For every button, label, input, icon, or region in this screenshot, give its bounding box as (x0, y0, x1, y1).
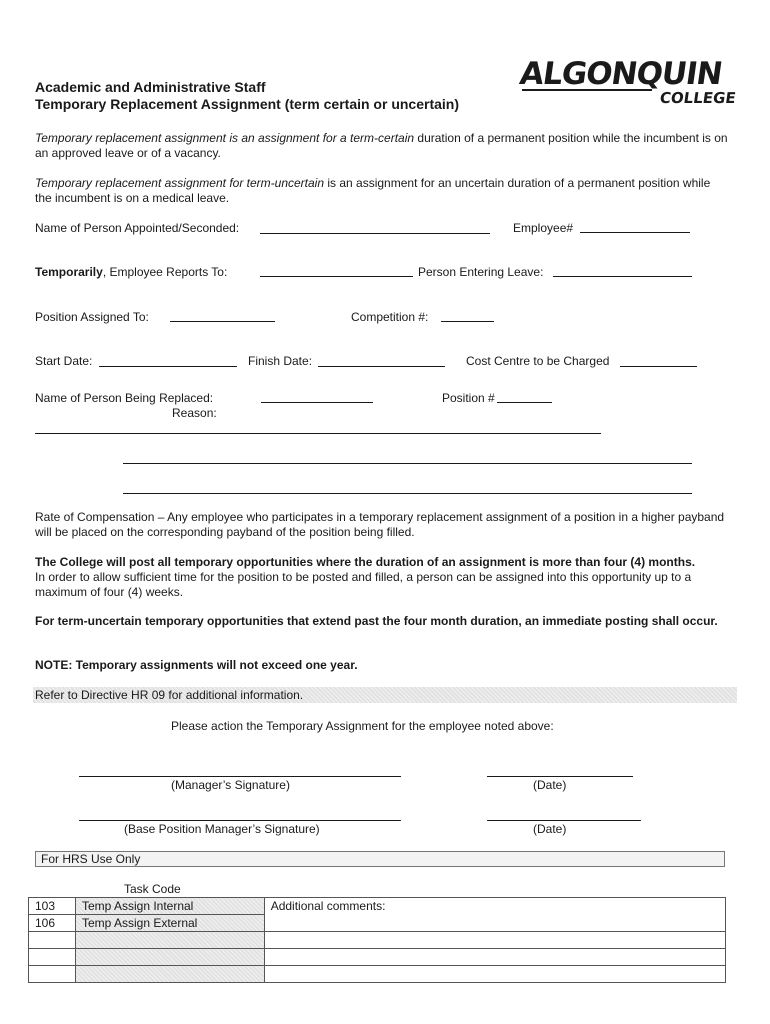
task-row (29, 898, 726, 915)
posting-paragraph (35, 555, 735, 600)
task-code-cell (29, 966, 76, 983)
name-appointed-label: Name of Person Appointed/Seconded: (35, 221, 240, 235)
task-desc-cell[interactable]: Temp Assign Internal (75, 898, 264, 915)
employee-number-line[interactable] (580, 232, 690, 233)
name-appointed-line[interactable] (260, 233, 490, 234)
additional-comments-label: Additional comments: (270, 899, 386, 913)
task-desc-cell[interactable] (75, 932, 264, 949)
position-assigned-line[interactable] (170, 321, 275, 322)
posting-bold: The College will post all temporary opportunities where the duration of an assignment is more than four (4) months. (35, 555, 696, 569)
intro-term-uncertain (35, 176, 725, 206)
comments-cell[interactable] (264, 949, 725, 966)
task-desc-cell[interactable] (75, 966, 264, 983)
hrs-use-only-banner (35, 851, 725, 867)
intro-term-uncertain-rest: is an assignment for an uncertain duration of a permanent position while the incumbent is on a medical leave. (35, 176, 711, 205)
base-manager-signature-line[interactable] (79, 820, 401, 821)
please-action-text: Please action the Temporary Assignment for the employee noted above: (171, 719, 554, 733)
note-paragraph: NOTE: Temporary assignments will not exceed one year. (35, 658, 358, 672)
reports-to-bold: Temporarily (35, 265, 103, 279)
date-label-2: (Date) (533, 822, 567, 836)
task-code-cell (29, 949, 76, 966)
date-line-2[interactable] (487, 820, 641, 821)
comments-cell[interactable] (264, 932, 725, 949)
employee-number-label: Employee# (513, 221, 574, 235)
additional-comments-cell[interactable] (264, 898, 725, 932)
cost-centre-line[interactable] (620, 366, 697, 367)
task-row (29, 966, 726, 983)
reason-line-1[interactable] (35, 433, 601, 434)
reports-to-label (35, 265, 227, 280)
finish-date-label: Finish Date: (248, 354, 313, 368)
competition-line[interactable] (441, 321, 494, 322)
logo-sub-text: COLLEGE (658, 89, 737, 107)
finish-date-line[interactable] (318, 366, 445, 367)
competition-label: Competition #: (351, 310, 429, 324)
name-replaced-line[interactable] (261, 402, 373, 403)
refer-banner (33, 687, 737, 703)
reports-to-rest: , Employee Reports To: (102, 265, 228, 279)
task-desc-cell[interactable] (75, 949, 264, 966)
task-row (29, 932, 726, 949)
logo-underline (522, 89, 652, 91)
start-date-label: Start Date: (35, 354, 93, 368)
manager-signature-label: (Manager’s Signature) (171, 778, 290, 792)
logo-main-text: ALGONQUIN (517, 56, 725, 92)
person-entering-leave-label: Person Entering Leave: (418, 265, 544, 279)
reason-line-3[interactable] (123, 493, 692, 494)
start-date-line[interactable] (99, 366, 237, 367)
refer-text: Refer to Directive HR 09 for additional information. (35, 688, 304, 702)
name-replaced-label: Name of Person Being Replaced: (35, 391, 214, 405)
reports-to-line[interactable] (260, 276, 413, 277)
task-code-label: Task Code (124, 882, 181, 896)
task-code-cell: 106 (29, 915, 76, 932)
task-code-cell (29, 932, 76, 949)
title-line-2: Temporary Replacement Assignment (term certain or uncertain) (35, 96, 459, 112)
title-line-1: Academic and Administrative Staff (35, 79, 266, 95)
intro-term-uncertain-italic: Temporary replacement assignment for term-uncertain (35, 176, 325, 190)
intro-term-certain (35, 131, 735, 161)
date-line-1[interactable] (487, 776, 633, 777)
date-label-1: (Date) (533, 778, 567, 792)
term-uncertain-paragraph: For term-uncertain temporary opportunities that extend past the four month duration, an immediate posting shall occur. (35, 614, 718, 628)
posting-rest: In order to allow sufficient time for the position to be posted and filled, a person can be assigned into this opportunity up to a maximum of four (4) weeks. (35, 570, 692, 599)
person-entering-leave-line[interactable] (553, 276, 692, 277)
algonquin-logo (517, 56, 737, 120)
intro-term-certain-rest: duration of a permanent position while the incumbent is on an approved leave or of a vacancy. (35, 131, 728, 160)
comments-cell[interactable] (264, 966, 725, 983)
base-manager-signature-label: (Base Position Manager’s Signature) (124, 822, 320, 836)
compensation-paragraph: Rate of Compensation – Any employee who participates in a temporary replacement assignment of a position in a higher payband will be placed on the corresponding payband of the position being filled. (35, 510, 725, 539)
task-desc-cell[interactable]: Temp Assign External (75, 915, 264, 932)
position-number-label: Position # (442, 391, 495, 405)
task-row (29, 949, 726, 966)
reason-line-2[interactable] (123, 463, 692, 464)
manager-signature-line[interactable] (79, 776, 401, 777)
hrs-task-table (28, 897, 726, 983)
position-number-line[interactable] (497, 402, 552, 403)
position-assigned-label: Position Assigned To: (35, 310, 149, 324)
task-code-cell: 103 (29, 898, 76, 915)
hrs-use-only-text: For HRS Use Only (41, 852, 141, 866)
reason-label: Reason: (172, 406, 217, 420)
cost-centre-label: Cost Centre to be Charged (466, 354, 610, 368)
intro-term-certain-italic: Temporary replacement assignment is an assignment for a term-certain (35, 131, 415, 145)
